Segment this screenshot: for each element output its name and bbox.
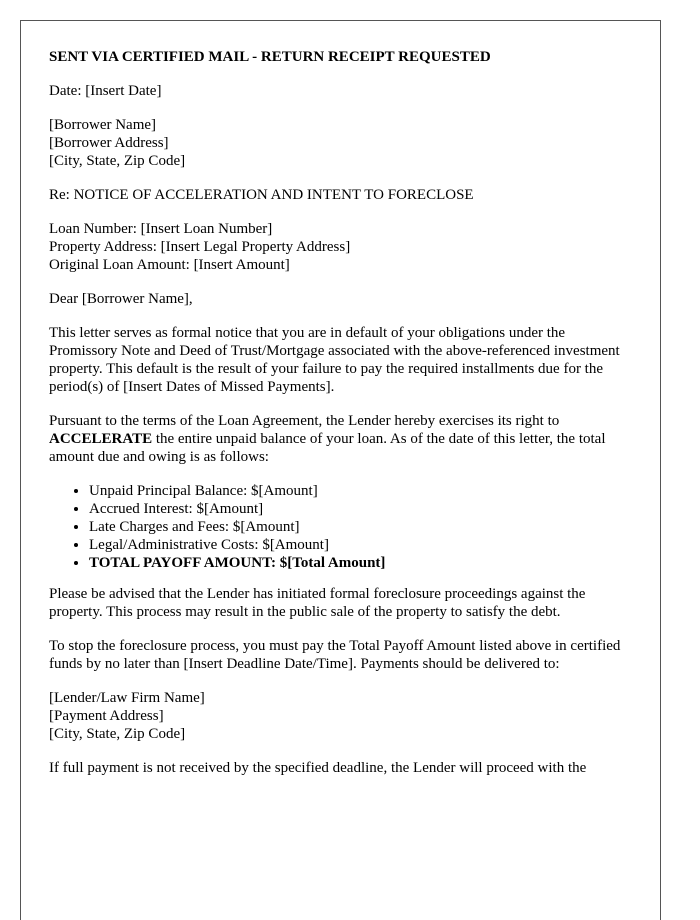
borrower-name: [Borrower Name] [49, 117, 157, 133]
charge-item-late-fees: • Late Charges and Fees: $[Amount] [89, 518, 637, 536]
loan-number: Loan Number: [Insert Loan Number] [49, 221, 273, 237]
default-paragraph: This letter serves as formal notice that you are in default of your obligations under the Promissory Note and Deed of Trust/Mortgage associated with the above-referenced investment property. This default is the result of your failure to pay the required installments due for the period(s) of [Insert Dates of Missed Payments]. [49, 325, 620, 395]
letter-page [20, 20, 661, 920]
accelerate-emphasis: ACCELERATE [49, 431, 153, 447]
charges-list-wrap [49, 482, 637, 572]
payment-paragraph: To stop the foreclosure process, you must pay the Total Payoff Amount listed above in certified funds by no later than [Insert Deadline Date/Time]. Payments should be delivered to: [49, 638, 621, 672]
certified-mail-header: SENT VIA CERTIFIED MAIL - RETURN RECEIPT REQUESTED [49, 49, 491, 65]
re-line: Re: NOTICE OF ACCELERATION AND INTENT TO FORECLOSE [49, 187, 474, 203]
charges-list [49, 482, 637, 572]
salutation: Dear [Borrower Name], [49, 291, 193, 307]
lender-address-block [49, 689, 637, 743]
charge-item-interest: • Accrued Interest: $[Amount] [89, 500, 637, 518]
borrower-address-block [49, 116, 637, 170]
letter-date: Date: [Insert Date] [49, 83, 162, 99]
acceleration-text-after: the entire unpaid balance of your loan. As of the date of this letter, the total amount due and owing is as follows: [49, 431, 606, 465]
charge-item-total-payoff: • TOTAL PAYOFF AMOUNT: $[Total Amount] [89, 554, 637, 572]
lender-city-state-zip: [City, State, Zip Code] [49, 726, 186, 742]
acceleration-text-before: Pursuant to the terms of the Loan Agreement, the Lender hereby exercises its right to [49, 413, 560, 429]
property-address: Property Address: [Insert Legal Property Address] [49, 239, 351, 255]
charge-item-legal-costs: • Legal/Administrative Costs: $[Amount] [89, 536, 637, 554]
lender-name: [Lender/Law Firm Name] [49, 690, 205, 706]
lender-address: [Payment Address] [49, 708, 164, 724]
foreclosure-paragraph: Please be advised that the Lender has initiated formal foreclosure proceedings against the property. This process may result in the public sale of the property to satisfy the debt. [49, 586, 586, 620]
final-paragraph: If full payment is not received by the specified deadline, the Lender will proceed with the [49, 760, 587, 776]
borrower-city-state-zip: [City, State, Zip Code] [49, 153, 186, 169]
loan-details-block [49, 220, 637, 274]
letter-body [49, 48, 637, 793]
borrower-address: [Borrower Address] [49, 135, 169, 151]
charge-item-principal: • Unpaid Principal Balance: $[Amount] [89, 482, 637, 500]
original-loan-amount: Original Loan Amount: [Insert Amount] [49, 257, 290, 273]
acceleration-paragraph [49, 412, 637, 466]
